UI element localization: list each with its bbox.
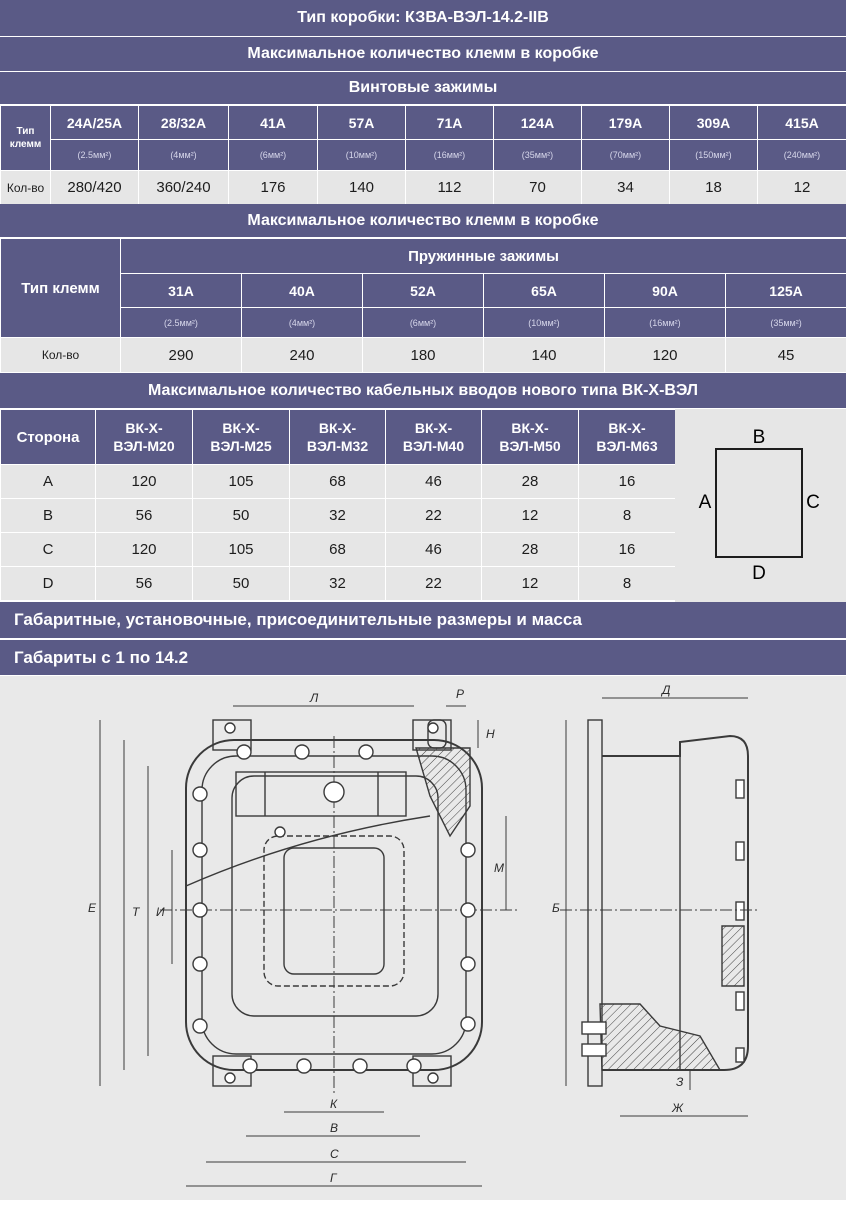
screw-terminal-count: 176 bbox=[229, 171, 318, 205]
spring-terminals-table bbox=[0, 238, 846, 373]
cable-entry-count: 12 bbox=[482, 499, 579, 533]
dim-i: И bbox=[156, 905, 165, 919]
screw-terminal-count: 140 bbox=[318, 171, 406, 205]
cable-entry-count: 16 bbox=[579, 465, 676, 499]
screw-current-rating: 71А bbox=[406, 106, 494, 140]
screw-current-rating: 124А bbox=[494, 106, 582, 140]
spring-heading: Максимальное количество клемм в коробке bbox=[0, 204, 846, 238]
spring-wire-section: (10мм²) bbox=[484, 308, 605, 338]
cable-entry-type-line: ВЭЛ-М50 bbox=[482, 437, 578, 455]
screw-wire-section: (150мм²) bbox=[670, 140, 758, 171]
screw-terminal-count: 112 bbox=[406, 171, 494, 205]
spring-terminal-count: 240 bbox=[242, 338, 363, 373]
cable-entry-count: 56 bbox=[96, 499, 193, 533]
page-title: Тип коробки: КЗВА-ВЭЛ-14.2-IIВ bbox=[0, 0, 846, 37]
spring-current-rating: 40А bbox=[242, 274, 363, 308]
screw-current-rating: 41А bbox=[229, 106, 318, 140]
screw-terminal-count: 70 bbox=[494, 171, 582, 205]
screw-current-rating: 57А bbox=[318, 106, 406, 140]
screw-terminal-count: 18 bbox=[670, 171, 758, 205]
spring-wire-section: (2.5мм²) bbox=[121, 308, 242, 338]
cable-entry-count: 105 bbox=[193, 465, 290, 499]
technical-drawing bbox=[0, 676, 846, 1200]
rail bbox=[236, 772, 406, 816]
dim-m: М bbox=[494, 861, 504, 875]
cable-entry-type-line: ВЭЛ-М20 bbox=[96, 437, 192, 455]
dim-l: Л bbox=[309, 691, 319, 705]
screw-current-rating: 415А bbox=[758, 106, 846, 140]
cable-entry-count: 32 bbox=[290, 499, 386, 533]
screw-wire-section: (70мм²) bbox=[582, 140, 670, 171]
cable-entry-type-line: ВЭЛ-М25 bbox=[193, 437, 289, 455]
spring-terminal-count: 140 bbox=[484, 338, 605, 373]
cable-row bbox=[1, 499, 676, 533]
cable-entry-type-line: ВК-Х- bbox=[96, 419, 192, 437]
sizes-heading: Габариты с 1 по 14.2 bbox=[0, 640, 846, 676]
cable-entry-count: 46 bbox=[386, 533, 482, 567]
side-a-label: A bbox=[699, 492, 712, 513]
spring-count-label: Кол-во bbox=[1, 338, 121, 373]
cable-entry-count: 120 bbox=[96, 465, 193, 499]
cable-entry-count: 68 bbox=[290, 465, 386, 499]
cable-entry-count: 120 bbox=[96, 533, 193, 567]
section-hatch-front bbox=[416, 748, 470, 836]
cable-entry-count: 50 bbox=[193, 499, 290, 533]
cut-line bbox=[186, 816, 430, 886]
spring-current-rating: 52А bbox=[363, 274, 484, 308]
dim-g: Г bbox=[330, 1171, 338, 1185]
spring-type-label: Тип клемм bbox=[1, 239, 121, 338]
cable-entry-count: 22 bbox=[386, 499, 482, 533]
cable-entry-count: 22 bbox=[386, 567, 482, 601]
cable-side: C bbox=[1, 533, 96, 567]
spring-current-rating: 65А bbox=[484, 274, 605, 308]
screw-wire-section: (6мм²) bbox=[229, 140, 318, 171]
screw-current-rating: 179А bbox=[582, 106, 670, 140]
screw-terminal-count: 360/240 bbox=[139, 171, 229, 205]
screw-terminal-count: 12 bbox=[758, 171, 846, 205]
dim-h: Н bbox=[486, 727, 495, 741]
section-hatch-side bbox=[600, 1004, 720, 1070]
dim-p: Р bbox=[456, 687, 464, 701]
cable-entry-count: 28 bbox=[482, 465, 579, 499]
screw-subheading: Винтовые зажимы bbox=[0, 72, 846, 105]
dim-t: Т bbox=[132, 905, 141, 919]
cable-entry-type-line: ВЭЛ-М32 bbox=[290, 437, 385, 455]
cable-entry-type-line: ВК-Х- bbox=[386, 419, 481, 437]
cable-entry-type-line: ВЭЛ-М63 bbox=[579, 437, 675, 455]
side-d-label: D bbox=[752, 563, 766, 584]
screw-terminal-count: 34 bbox=[582, 171, 670, 205]
screw-current-rating: 28/32А bbox=[139, 106, 229, 140]
dim-v: В bbox=[330, 1121, 338, 1135]
dim-zh: Ж bbox=[671, 1101, 684, 1115]
spring-current-rating: 31А bbox=[121, 274, 242, 308]
cable-entry-type bbox=[482, 410, 579, 465]
cover-frame bbox=[232, 776, 438, 1016]
cable-entry-count: 50 bbox=[193, 567, 290, 601]
cable-entry-type bbox=[290, 410, 386, 465]
cable-heading: Максимальное количество кабельных вводов нового типа ВК-Х-ВЭЛ bbox=[0, 373, 846, 409]
dim-b: Б bbox=[552, 901, 560, 915]
cable-row bbox=[1, 465, 676, 499]
cable-entry-type-line: ВК-Х- bbox=[482, 419, 578, 437]
side-b-label: B bbox=[753, 427, 766, 448]
cable-side: D bbox=[1, 567, 96, 601]
spring-terminal-count: 290 bbox=[121, 338, 242, 373]
cable-entry-count: 8 bbox=[579, 567, 676, 601]
side-label: Сторона bbox=[1, 410, 96, 465]
cable-entry-count: 56 bbox=[96, 567, 193, 601]
screw-count-label: Кол-во bbox=[1, 171, 51, 205]
cable-entry-count: 68 bbox=[290, 533, 386, 567]
cable-entry-type-line: ВК-Х- bbox=[579, 419, 675, 437]
cable-entry-type bbox=[96, 410, 193, 465]
side-c-label: C bbox=[806, 492, 820, 513]
dim-s: С bbox=[330, 1147, 339, 1161]
dim-e: Е bbox=[88, 901, 97, 915]
cable-entry-count: 12 bbox=[482, 567, 579, 601]
dimensions-heading: Габаритные, установочные, присоединительные размеры и масса bbox=[0, 602, 846, 640]
spring-terminal-count: 120 bbox=[605, 338, 726, 373]
spring-wire-section: (6мм²) bbox=[363, 308, 484, 338]
cable-entry-count: 46 bbox=[386, 465, 482, 499]
cable-entry-type bbox=[193, 410, 290, 465]
screw-current-rating: 309А bbox=[670, 106, 758, 140]
cable-entry-count: 32 bbox=[290, 567, 386, 601]
spring-terminal-count: 45 bbox=[726, 338, 846, 373]
screw-wire-section: (240мм²) bbox=[758, 140, 846, 171]
screw-wire-section: (16мм²) bbox=[406, 140, 494, 171]
screw-wire-section: (10мм²) bbox=[318, 140, 406, 171]
cable-row bbox=[1, 567, 676, 601]
dim-d: Д bbox=[660, 683, 671, 697]
cable-entry-type-line: ВЭЛ-М40 bbox=[386, 437, 481, 455]
screw-current-rating: 24А/25А bbox=[51, 106, 139, 140]
cable-entry-count: 28 bbox=[482, 533, 579, 567]
cable-side: A bbox=[1, 465, 96, 499]
spring-current-rating: 125А bbox=[726, 274, 846, 308]
spring-terminal-count: 180 bbox=[363, 338, 484, 373]
screw-terminal-count: 280/420 bbox=[51, 171, 139, 205]
cable-entry-type-line: ВК-Х- bbox=[290, 419, 385, 437]
box-sides-diagram bbox=[675, 409, 846, 602]
spring-wire-section: (16мм²) bbox=[605, 308, 726, 338]
spring-wire-section: (35мм²) bbox=[726, 308, 846, 338]
screw-heading: Максимальное количество клемм в коробке bbox=[0, 37, 846, 72]
box-outline bbox=[716, 449, 802, 557]
drawing-svg bbox=[0, 676, 846, 1200]
cable-entry-count: 16 bbox=[579, 533, 676, 567]
cable-side: B bbox=[1, 499, 96, 533]
dim-k: К bbox=[330, 1097, 338, 1111]
spring-wire-section: (4мм²) bbox=[242, 308, 363, 338]
screw-type-label: Тип клемм bbox=[1, 106, 51, 171]
cable-entry-count: 8 bbox=[579, 499, 676, 533]
screw-terminals-table bbox=[0, 105, 846, 205]
dim-z: З bbox=[676, 1075, 684, 1089]
screw-wire-section: (4мм²) bbox=[139, 140, 229, 171]
cable-entry-type bbox=[386, 410, 482, 465]
spring-subheading: Пружинные зажимы bbox=[121, 239, 846, 274]
cable-row bbox=[1, 533, 676, 567]
spring-current-rating: 90А bbox=[605, 274, 726, 308]
screw-wire-section: (35мм²) bbox=[494, 140, 582, 171]
cable-entry-count: 105 bbox=[193, 533, 290, 567]
screw-wire-section: (2.5мм²) bbox=[51, 140, 139, 171]
cable-entry-type-line: ВК-Х- bbox=[193, 419, 289, 437]
cable-entry-type bbox=[579, 410, 676, 465]
cable-entries-table bbox=[0, 409, 676, 601]
